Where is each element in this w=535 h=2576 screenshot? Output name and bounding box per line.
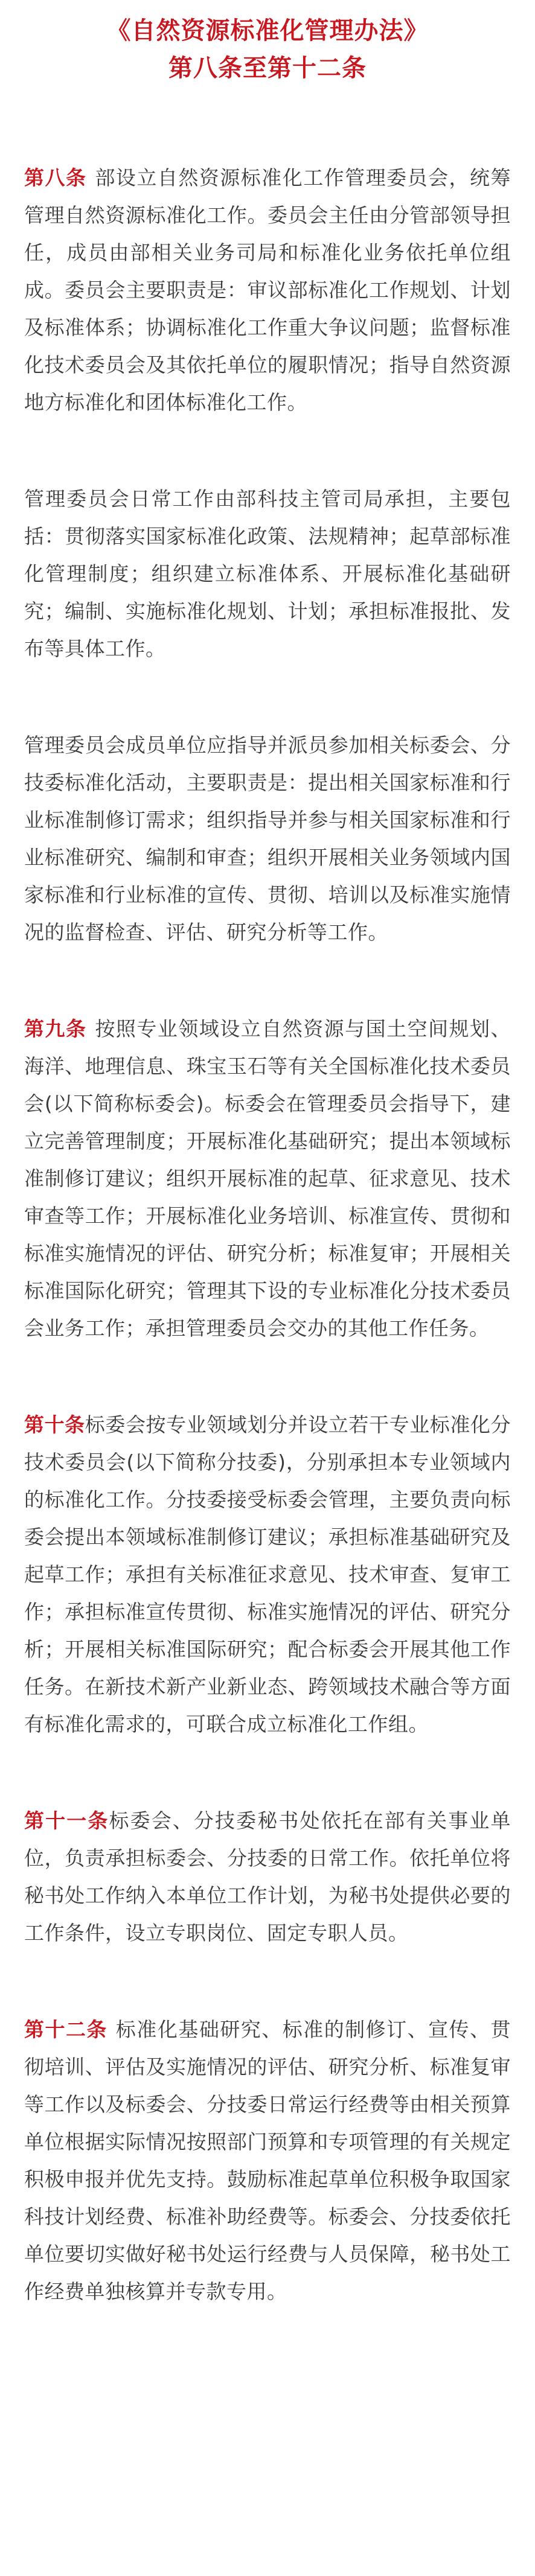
- article-8-text-2: 管理委员会日常工作由部科技主管司局承担，主要包括：贯彻落实国家标准化政策、法规精神；起草部标准化管理制度；组织建立标准体系、开展标准化基础研究；编制、实施标准化规划、计划；承担标准报批、发布等具体工作。: [24, 487, 511, 660]
- article-11-text: 标委会、分技委秘书处依托在部有关事业单位，负责承担标委会、分技委的日常工作。依托单位将秘书处工作纳入本单位工作计划，为秘书处提供必要的工作条件，设立专职岗位、固定专职人员。: [24, 1809, 511, 1945]
- article-8-paragraph-1: [24, 159, 511, 421]
- article-8-paragraph-3: [24, 727, 511, 951]
- article-8-paragraph-2: [24, 480, 511, 668]
- article-9-label: 第九条: [24, 1017, 87, 1041]
- article-9-text: 按照专业领域设立自然资源与国土空间规划、海洋、地理信息、珠宝玉石等有关全国标准化技术委员会(以下简称标委会)。标委会在管理委员会指导下，建立完善管理制度；开展标准化基础研究；提出本领域标准制修订建议；组织开展标准的起草、征求意见、技术审查等工作；开展标准化业务培训、标准宣传、贯彻和标准实施情况的评估、研究分析；标准复审；开展相关标准国际化研究；管理其下设的专业标准化分技术委员会业务工作；承担管理委员会交办的其他工作任务。: [24, 1017, 511, 1340]
- article-10-text: 标委会按专业领域划分并设立若干专业标准化分技术委员会(以下简称分技委)，分别承担本专业领域内的标准化工作。分技委接受标委会管理，主要负责向标委会提出本领域标准制修订建议；承担标准基础研究及起草工作；承担有关标准征求意见、技术审查、复审工作；承担标准宣传贯彻、标准实施情况的评估、研究分析；开展相关标准国际研究；配合标委会开展其他工作任务。在新技术新产业新业态、跨领域技术融合等方面有标准化需求的，可联合成立标准化工作组。: [24, 1413, 511, 1736]
- document-header: [24, 12, 511, 87]
- article-12-label: 第十二条: [24, 2018, 107, 2041]
- article-12-text: 标准化基础研究、标准的制修订、宣传、贯彻培训、评估及实施情况的评估、研究分析、标准复审等工作以及标委会、分技委日常运行经费等由相关预算单位根据实际情况按照部门预算和专项管理的有关规定积极申报并优先支持。鼓励标准起草单位积极争取国家科技计划经费、标准补助经费等。标委会、分技委依托单位要切实做好秘书处运行经费与人员保障，秘书处工作经费单独核算并专款专用。: [24, 2018, 511, 2303]
- article-12-paragraph: [24, 2011, 511, 2310]
- article-8-text-3: 管理委员会成员单位应指导并派员参加相关标委会、分技委标准化活动，主要职责是：提出相关国家标准和行业标准制修订需求；组织指导并参与相关国家标准和行业标准研究、编制和审查；组织开展相关业务领域内国家标准和行业标准的宣传、贯彻、培训以及标准实施情况的监督检查、评估、研究分析等工作。: [24, 733, 511, 944]
- article-8-label: 第八条: [24, 166, 87, 190]
- article-10-paragraph: [24, 1406, 511, 1743]
- document-title: 《自然资源标准化管理办法》: [106, 17, 429, 45]
- article-11-paragraph: [24, 1802, 511, 1952]
- article-8-text-1: 部设立自然资源标准化工作管理委员会，统筹管理自然资源标准化工作。委员会主任由分管部领导担任，成员由部相关业务司局和标准化业务依托单位组成。委员会主要职责是：审议部标准化工作规划、计划及标准体系；协调标准化工作重大争议问题；监督标准化技术委员会及其依托单位的履职情况；指导自然资源地方标准化和团体标准化工作。: [24, 166, 511, 414]
- article-11-label: 第十一条: [24, 1809, 109, 1832]
- article-9-paragraph: [24, 1010, 511, 1347]
- document-subtitle: 第八条至第十二条: [168, 54, 367, 82]
- article-10-label: 第十条: [24, 1413, 85, 1436]
